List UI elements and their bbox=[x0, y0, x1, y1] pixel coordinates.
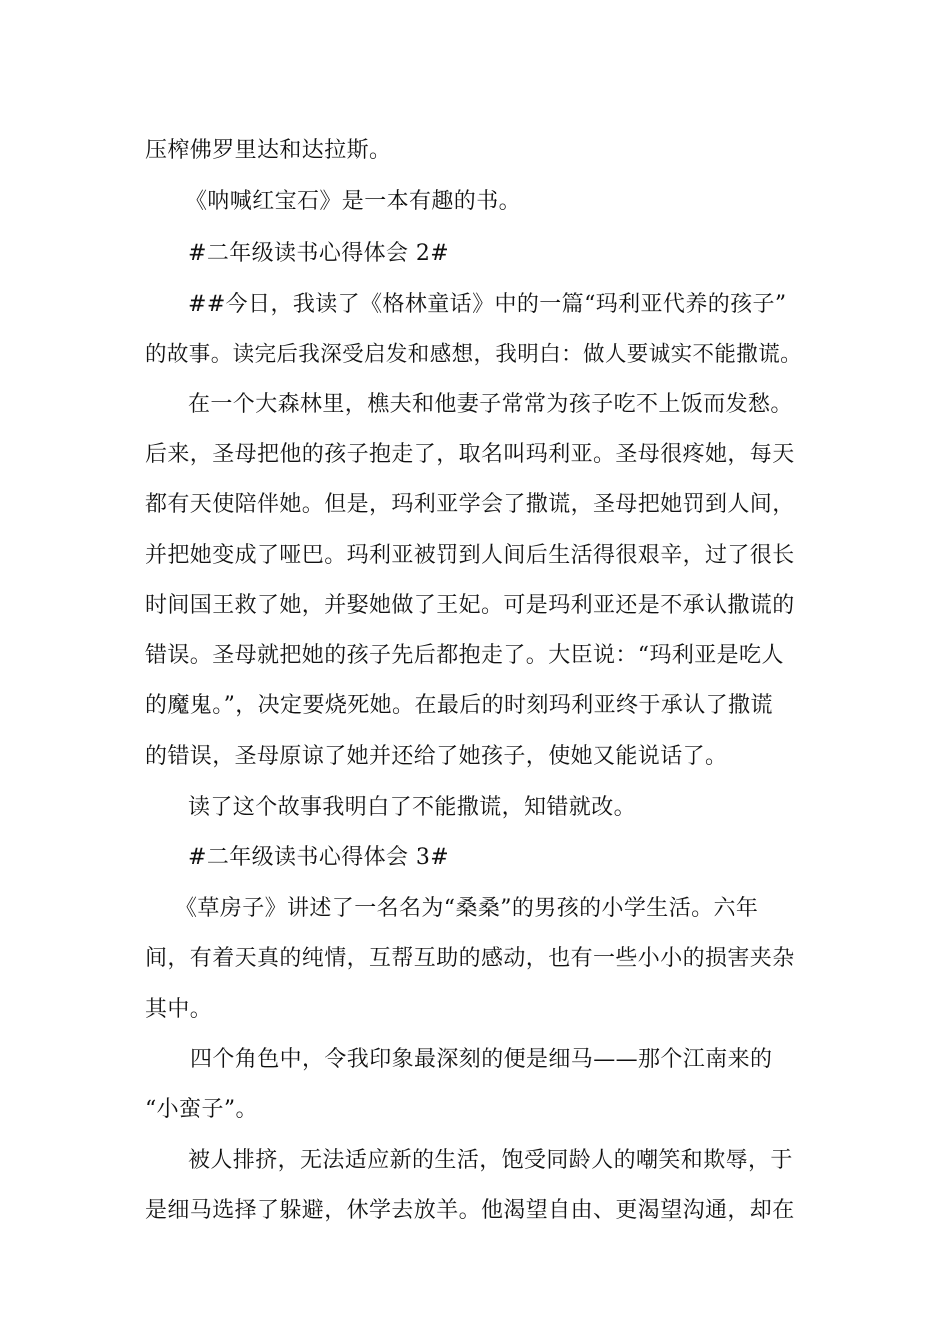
text-line: ##今日，我读了《格林童话》中的一篇“玛利亚代养的孩子” bbox=[188, 292, 787, 317]
text-line: 《草房子》讲述了一名名为“桑桑”的男孩的小学生活。六年 bbox=[175, 896, 759, 921]
text-line: 的故事。读完后我深受启发和感想，我明白：做人要诚实不能撒谎。 bbox=[145, 342, 803, 367]
section-heading: #二年级读书心得体会 2# bbox=[188, 241, 450, 266]
text-line: 并把她变成了哑巴。玛利亚被罚到人间后生活得很艰辛，过了很长 bbox=[145, 543, 795, 568]
text-line: 被人排挤，无法适应新的生活，饱受同龄人的嘲笑和欺辱，于 bbox=[188, 1148, 793, 1173]
text-line: 的错误，圣母原谅了她并还给了她孩子，使她又能说话了。 bbox=[145, 744, 728, 769]
text-line: 后来，圣母把他的孩子抱走了，取名叫玛利亚。圣母很疼她，每天 bbox=[145, 442, 795, 467]
text-line: “小蛮子”。 bbox=[145, 1097, 258, 1122]
section-heading: #二年级读书心得体会 3# bbox=[188, 845, 450, 870]
text-line: 在一个大森林里，樵夫和他妻子常常为孩子吃不上饭而发愁。 bbox=[188, 392, 793, 417]
text-line: 压榨佛罗里达和达拉斯。 bbox=[145, 138, 392, 163]
text-line: 其中。 bbox=[145, 997, 213, 1022]
text-line: 四个角色中，令我印象最深刻的便是细马——那个江南来的 bbox=[190, 1047, 773, 1072]
text-line: 是细马选择了躲避，休学去放羊。他渴望自由、更渴望沟通，却在 bbox=[145, 1198, 795, 1223]
text-line: 都有天使陪伴她。但是，玛利亚学会了撒谎，圣母把她罚到人间， bbox=[145, 492, 795, 517]
text-line: 间，有着天真的纯情，互帮互助的感动，也有一些小小的损害夹杂 bbox=[145, 946, 795, 971]
text-line: 时间国王救了她，并娶她做了王妃。可是玛利亚还是不承认撒谎的 bbox=[145, 593, 795, 618]
text-line: 《呐喊红宝石》是一本有趣的书。 bbox=[185, 189, 522, 214]
text-line: 错误。圣母就把她的孩子先后都抱走了。大臣说：“玛利亚是吃人 bbox=[145, 643, 784, 668]
text-line: 读了这个故事我明白了不能撒谎，知错就改。 bbox=[188, 795, 637, 820]
text-line: 的魔鬼。”，决定要烧死她。在最后的时刻玛利亚终于承认了撒谎 bbox=[145, 693, 773, 718]
